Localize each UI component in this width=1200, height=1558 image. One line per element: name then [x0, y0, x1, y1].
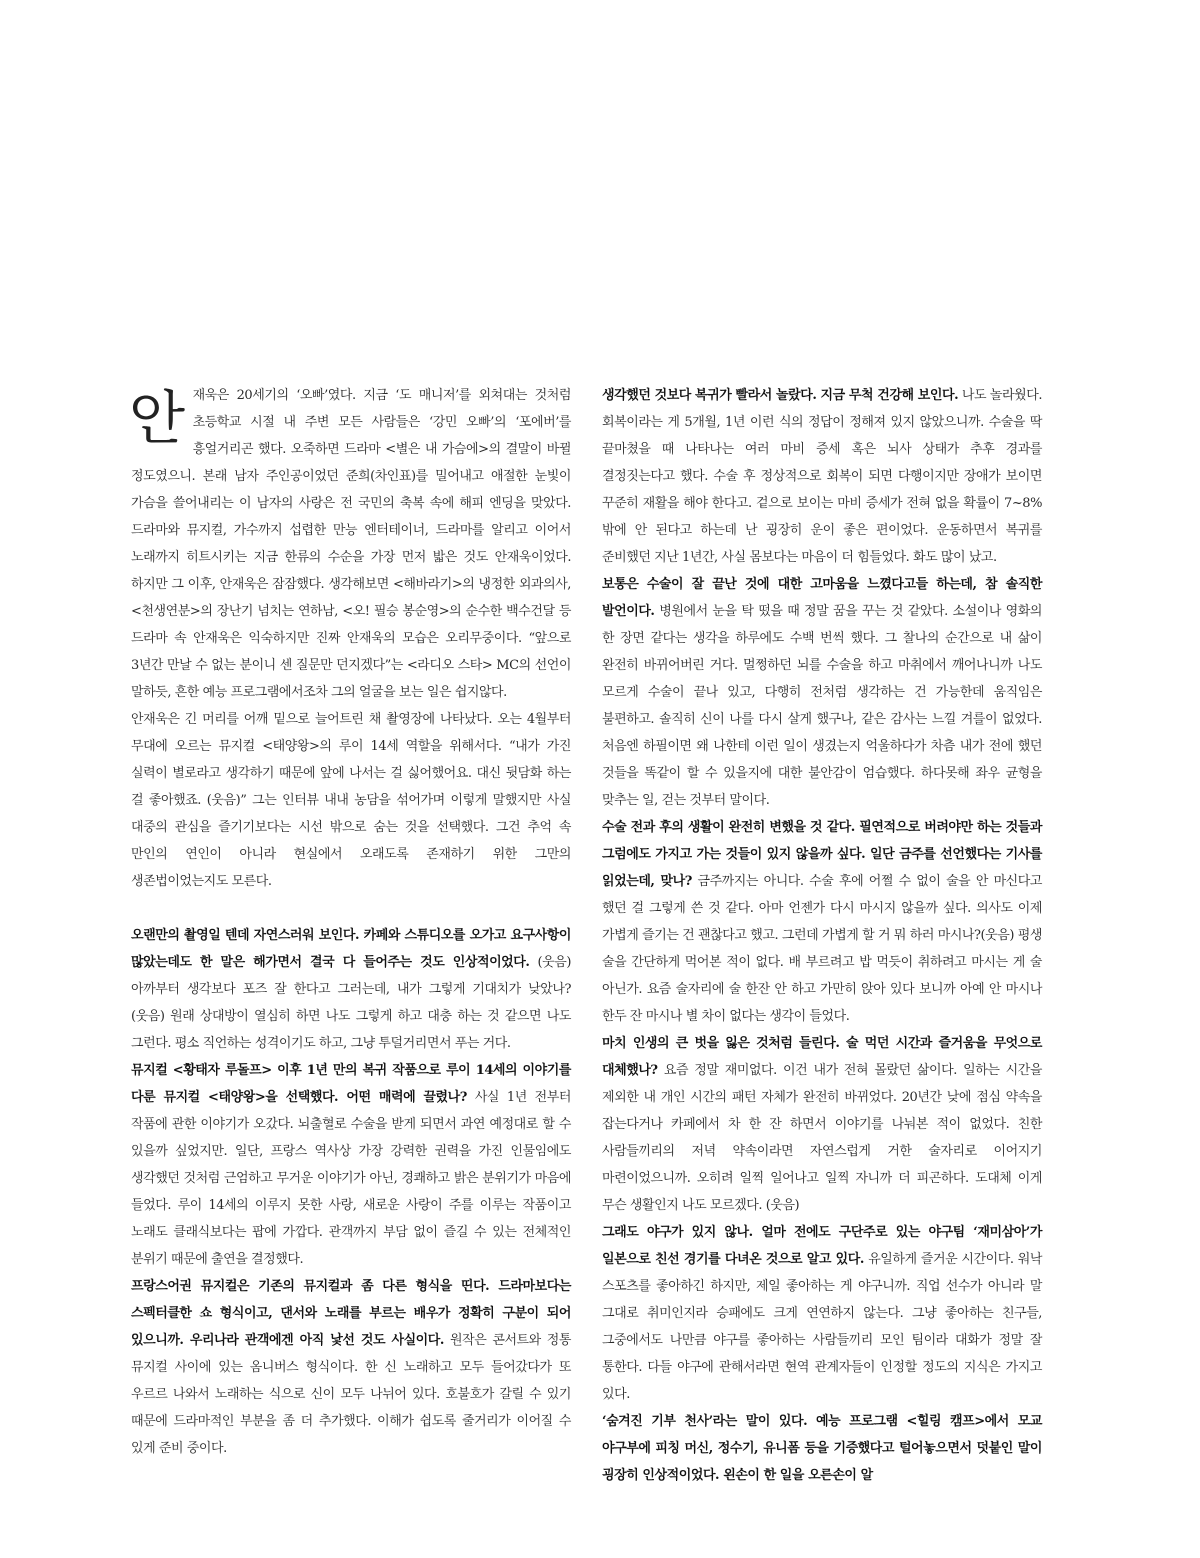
question-text: 마치 인생의 큰 벗을 잃은 것처럼 들린다. 술 먹던 시간과 즐거움을 무엇으로 대체했나?: [602, 1036, 1042, 1078]
qa-block: [602, 1030, 1042, 1219]
qa-block: [131, 1273, 571, 1462]
question-text: 뮤지컬 <황태자 루돌프> 이후 1년 만의 복귀 작품으로 루이 14세의 이야기를 다룬 뮤지컬 <태양왕>을 선택했다. 어떤 매력에 끌렸나?: [131, 1063, 571, 1105]
intro-paragraph: [131, 382, 571, 706]
answer-text: 원작은 콘서트와 정통 뮤지컬 사이에 있는 옴니버스 형식이다. 한 신 노래하고 모두 들어갔다가 또 우르르 나와서 노래하는 식으로 신이 모두 나뉘어 있다. 호불호가 갈릴 수 있기 때문에 드라마적인 부분을 좀 더 추가했다. 이해가 쉽도록 줄거리가 이어질 수 있게 준비 중이다.: [131, 1333, 572, 1456]
question-text: 프랑스어권 뮤지컬은 기존의 뮤지컬과 좀 다른 형식을 띤다. 드라마보다는 스펙터클한 쇼 형식이고, 댄서와 노래를 부르는 배우가 정확히 구분이 되어 있으니까. 우리나라 관객에겐 아직 낯선 것도 사실이다.: [131, 1279, 571, 1348]
question-text: 생각했던 것보다 복귀가 빨라서 놀랐다. 지금 무척 건강해 보인다.: [602, 388, 959, 403]
answer-text: 사실 1년 전부터 작품에 관한 이야기가 오갔다. 뇌출혈로 수술을 받게 되면서 과연 예정대로 할 수 있을까 싶었지만. 일단, 프랑스 역사상 가장 강력한 권력을 가진 인물임에도 생각했던 것처럼 근엄하고 무거운 이야기가 아닌, 경쾌하고 밝은 분위기가 마음에 들었다. 루이 14세의 이루지 못한 사랑, 새로운 사랑이 주를 이루는 작품이고 노래도 클래식보다는 팝에 가깝다. 관객까지 부담 없이 즐길 수 있는 전체적인 분위기 때문에 출연을 결정했다.: [131, 1090, 572, 1267]
qa-block: [602, 382, 1042, 571]
drop-cap: 안: [129, 384, 185, 452]
question-text: ‘숨겨진 기부 천사’라는 말이 있다. 예능 프로그램 <힐링 캠프>에서 모교 야구부에 피칭 머신, 정수기, 유니폼 등을 기증했다고 털어놓으면서 덧붙인 말이 굉장히 인상적이었다. 왼손이 한 일을 오른손이 알: [602, 1414, 1042, 1483]
answer-text: 유일하게 즐거운 시간이다. 워낙 스포츠를 좋아하긴 하지만, 제일 좋아하는 게 야구니까. 직업 선수가 아니라 말 그대로 취미인지라 승패에도 크게 연연하지 않는다. 그냥 좋아하는 친구들, 그중에서도 나만큼 야구를 좋아하는 사람들끼리 모인 팀이라 대화가 정말 잘 통한다. 다들 야구에 관해서라면 현역 관계자들이 인정할 정도의 지식은 가지고 있다.: [602, 1252, 1042, 1402]
question-text: 오랜만의 촬영일 텐데 자연스러워 보인다. 카페와 스튜디오를 오가고 요구사항이 많았는데도 한 말은 해가면서 결국 다 들어주는 것도 인상적이었다.: [131, 928, 571, 970]
answer-text: 병원에서 눈을 탁 떴을 때 정말 꿈을 꾸는 것 같았다. 소설이나 영화의 한 장면 같다는 생각을 하루에도 수백 번씩 했다. 그 찰나의 순간으로 내 삶이 완전히 바뀌어버린 거다. 멀쩡하던 뇌를 수술을 하고 마취에서 깨어나니까 나도 모르게 수술이 끝나 있고, 다행히 전처럼 생각하는 건 가능한데 움직임은 불편하고. 솔직히 신이 나를 다시 살게 했구나, 같은 감사는 느낄 겨를이 없었다. 처음엔 하필이면 왜 나한테 이런 일이 생겼는지 억울하다가 차츰 내가 전에 했던 것들을 똑같이 할 수 있을지에 대한 불안감이 엄습했다. 하다못해 좌우 균형을 맞추는 일, 걷는 것부터 말이다.: [602, 604, 1043, 808]
left-column: [131, 382, 571, 1462]
right-column: [602, 382, 1042, 1489]
answer-text: 나도 놀라웠다. 회복이라는 게 5개월, 1년 이런 식의 정답이 정해져 있지 않았으니까. 수술을 딱 끝마쳤을 때 나타나는 여러 마비 증세 혹은 뇌사 상태가 추후 경과를 결정짓는다고 했다. 수술 후 정상적으로 회복이 되면 다행이지만 장애가 보이면 꾸준히 재활을 해야 한다고. 겉으로 보이는 마비 증세가 전혀 없을 확률이 7~8%밖에 안 된다고 하는데 난 굉장히 운이 좋은 편이었다. 운동하면서 복귀를 준비했던 지난 1년간, 사실 몸보다는 마음이 더 힘들었다. 화도 많이 났고.: [602, 388, 1043, 565]
question-text: 보통은 수술이 잘 끝난 것에 대한 고마움을 느꼈다고들 하는데, 참 솔직한 발언이다.: [602, 577, 1042, 619]
qa-block: [602, 814, 1042, 1030]
intro-text: 재욱은 20세기의 ‘오빠’였다. 지금 ‘도 매니저’를 외쳐대는 것처럼 초등학교 시절 내 주변 모든 사람들은 ‘강민 오빠’의 ‘포에버’를 흥얼거리곤 했다. 오죽하면 드라마 <별은 내 가슴에>의 결말이 바뀔 정도였으니. 본래 남자 주인공이었던 준희(차인표)를 밀어내고 애절한 눈빛이 가슴을 쓸어내리는 이 남자의 사랑은 전 국민의 축복 속에 해피 엔딩을 맞았다. 드라마와 뮤지컬, 가수까지 섭렵한 만능 엔터테이너, 드라마를 알리고 이어서 노래까지 히트시키는 지금 한류의 수순을 가장 먼저 밟은 것도 안재욱이었다. 하지만 그 이후, 안재욱은 잠잠했다. 생각해보면 <해바라기>의 냉정한 외과의사, <천생연분>의 장난기 넘치는 연하남, <오! 필승 봉순영>의 순수한 백수건달 등 드라마 속 안재욱은 익숙하지만 진짜 안재욱의 모습은 오리무중이다. “앞으로 3년간 만날 수 없는 분이니 센 질문만 던지겠다”는 <라디오 스타> MC의 선언이 말하듯, 흔한 예능 프로그램에서조차 그의 얼굴을 보는 일은 쉽지않다.: [131, 388, 571, 700]
question-text: 수술 전과 후의 생활이 완전히 변했을 것 같다. 필연적으로 버려야만 하는 것들과 그럼에도 가지고 가는 것들이 있지 않을까 싶다. 일단 금주를 선언했다는 기사를 읽었는데, 맞나?: [602, 820, 1042, 889]
answer-text: 금주까지는 아니다. 수술 후에 어쩔 수 없이 술을 안 마신다고 했던 걸 그렇게 쓴 것 같다. 아마 언젠가 다시 마시지 않을까 싶다. 의사도 이제 가볍게 즐기는 건 괜찮다고 했고. 그런데 가볍게 할 거 뭐 하러 마시나?(웃음) 평생 술을 간단하게 먹어본 적이 없다. 배 부르려고 밥 먹듯이 취하려고 마시는 게 술 아닌가. 요즘 술자리에 술 한잔 안 하고 가만히 앉아 있다 보니까 아예 안 마시나 한두 잔 마시나 별 차이 없다는 생각이 들었다.: [602, 874, 1043, 1024]
qa-block: [602, 571, 1042, 814]
intro-paragraph-2: 안재욱은 긴 머리를 어깨 밑으로 늘어트린 채 촬영장에 나타났다. 오는 4월부터 무대에 오르는 뮤지컬 <태양왕>의 루이 14세 역할을 위해서다. “내가 가진 실력이 별로라고 생각하기 때문에 앞에 나서는 걸 싫어했어요. 대신 뒷담화 하는 걸 좋아했죠. (웃음)” 그는 인터뷰 내내 농담을 섞어가며 이렇게 말했지만 사실 대중의 관심을 즐기기보다는 시선 밖으로 숨는 것을 선택했다. 그건 추억 속 만인의 연인이 아니라 현실에서 오래도록 존재하기 위한 그만의 생존법이었는지도 모른다.: [131, 712, 571, 889]
qa-block: [131, 922, 571, 1057]
answer-text: 요즘 정말 재미없다. 이건 내가 전혀 몰랐던 삶이다. 일하는 시간을 제외한 내 개인 시간의 패턴 자체가 완전히 바뀌었다. 20년간 낮에 점심 약속을 잡는다거나 카페에서 차 한 잔 하면서 이야기를 나눠본 적이 없었다. 친한 사람들끼리의 저녁 약속이라면 자연스럽게 거한 술자리로 이어지기 마련이었으니까. 오히려 일찍 일어나고 일찍 자니까 더 피곤하다. 도대체 이게 무슨 생활인지 나도 모르겠다. (웃음): [602, 1063, 1042, 1213]
question-text: 그래도 야구가 있지 않나. 얼마 전에도 구단주로 있는 야구팀 ‘재미삼아’가 일본으로 친선 경기를 다녀온 것으로 알고 있다.: [602, 1225, 1042, 1267]
qa-block: [602, 1408, 1042, 1489]
qa-block: [602, 1219, 1042, 1408]
answer-text: (웃음) 아까부터 생각보다 포즈 잘 한다고 그러는데, 내가 그렇게 기대치가 낮았나?(웃음) 원래 상대방이 열심히 하면 나도 그렇게 하고 대충 하는 것 같으면 나도 그런다. 평소 직언하는 성격이기도 하고, 그냥 투덜거리면서 푸는 거다.: [131, 955, 571, 1051]
qa-block: [131, 1057, 571, 1273]
